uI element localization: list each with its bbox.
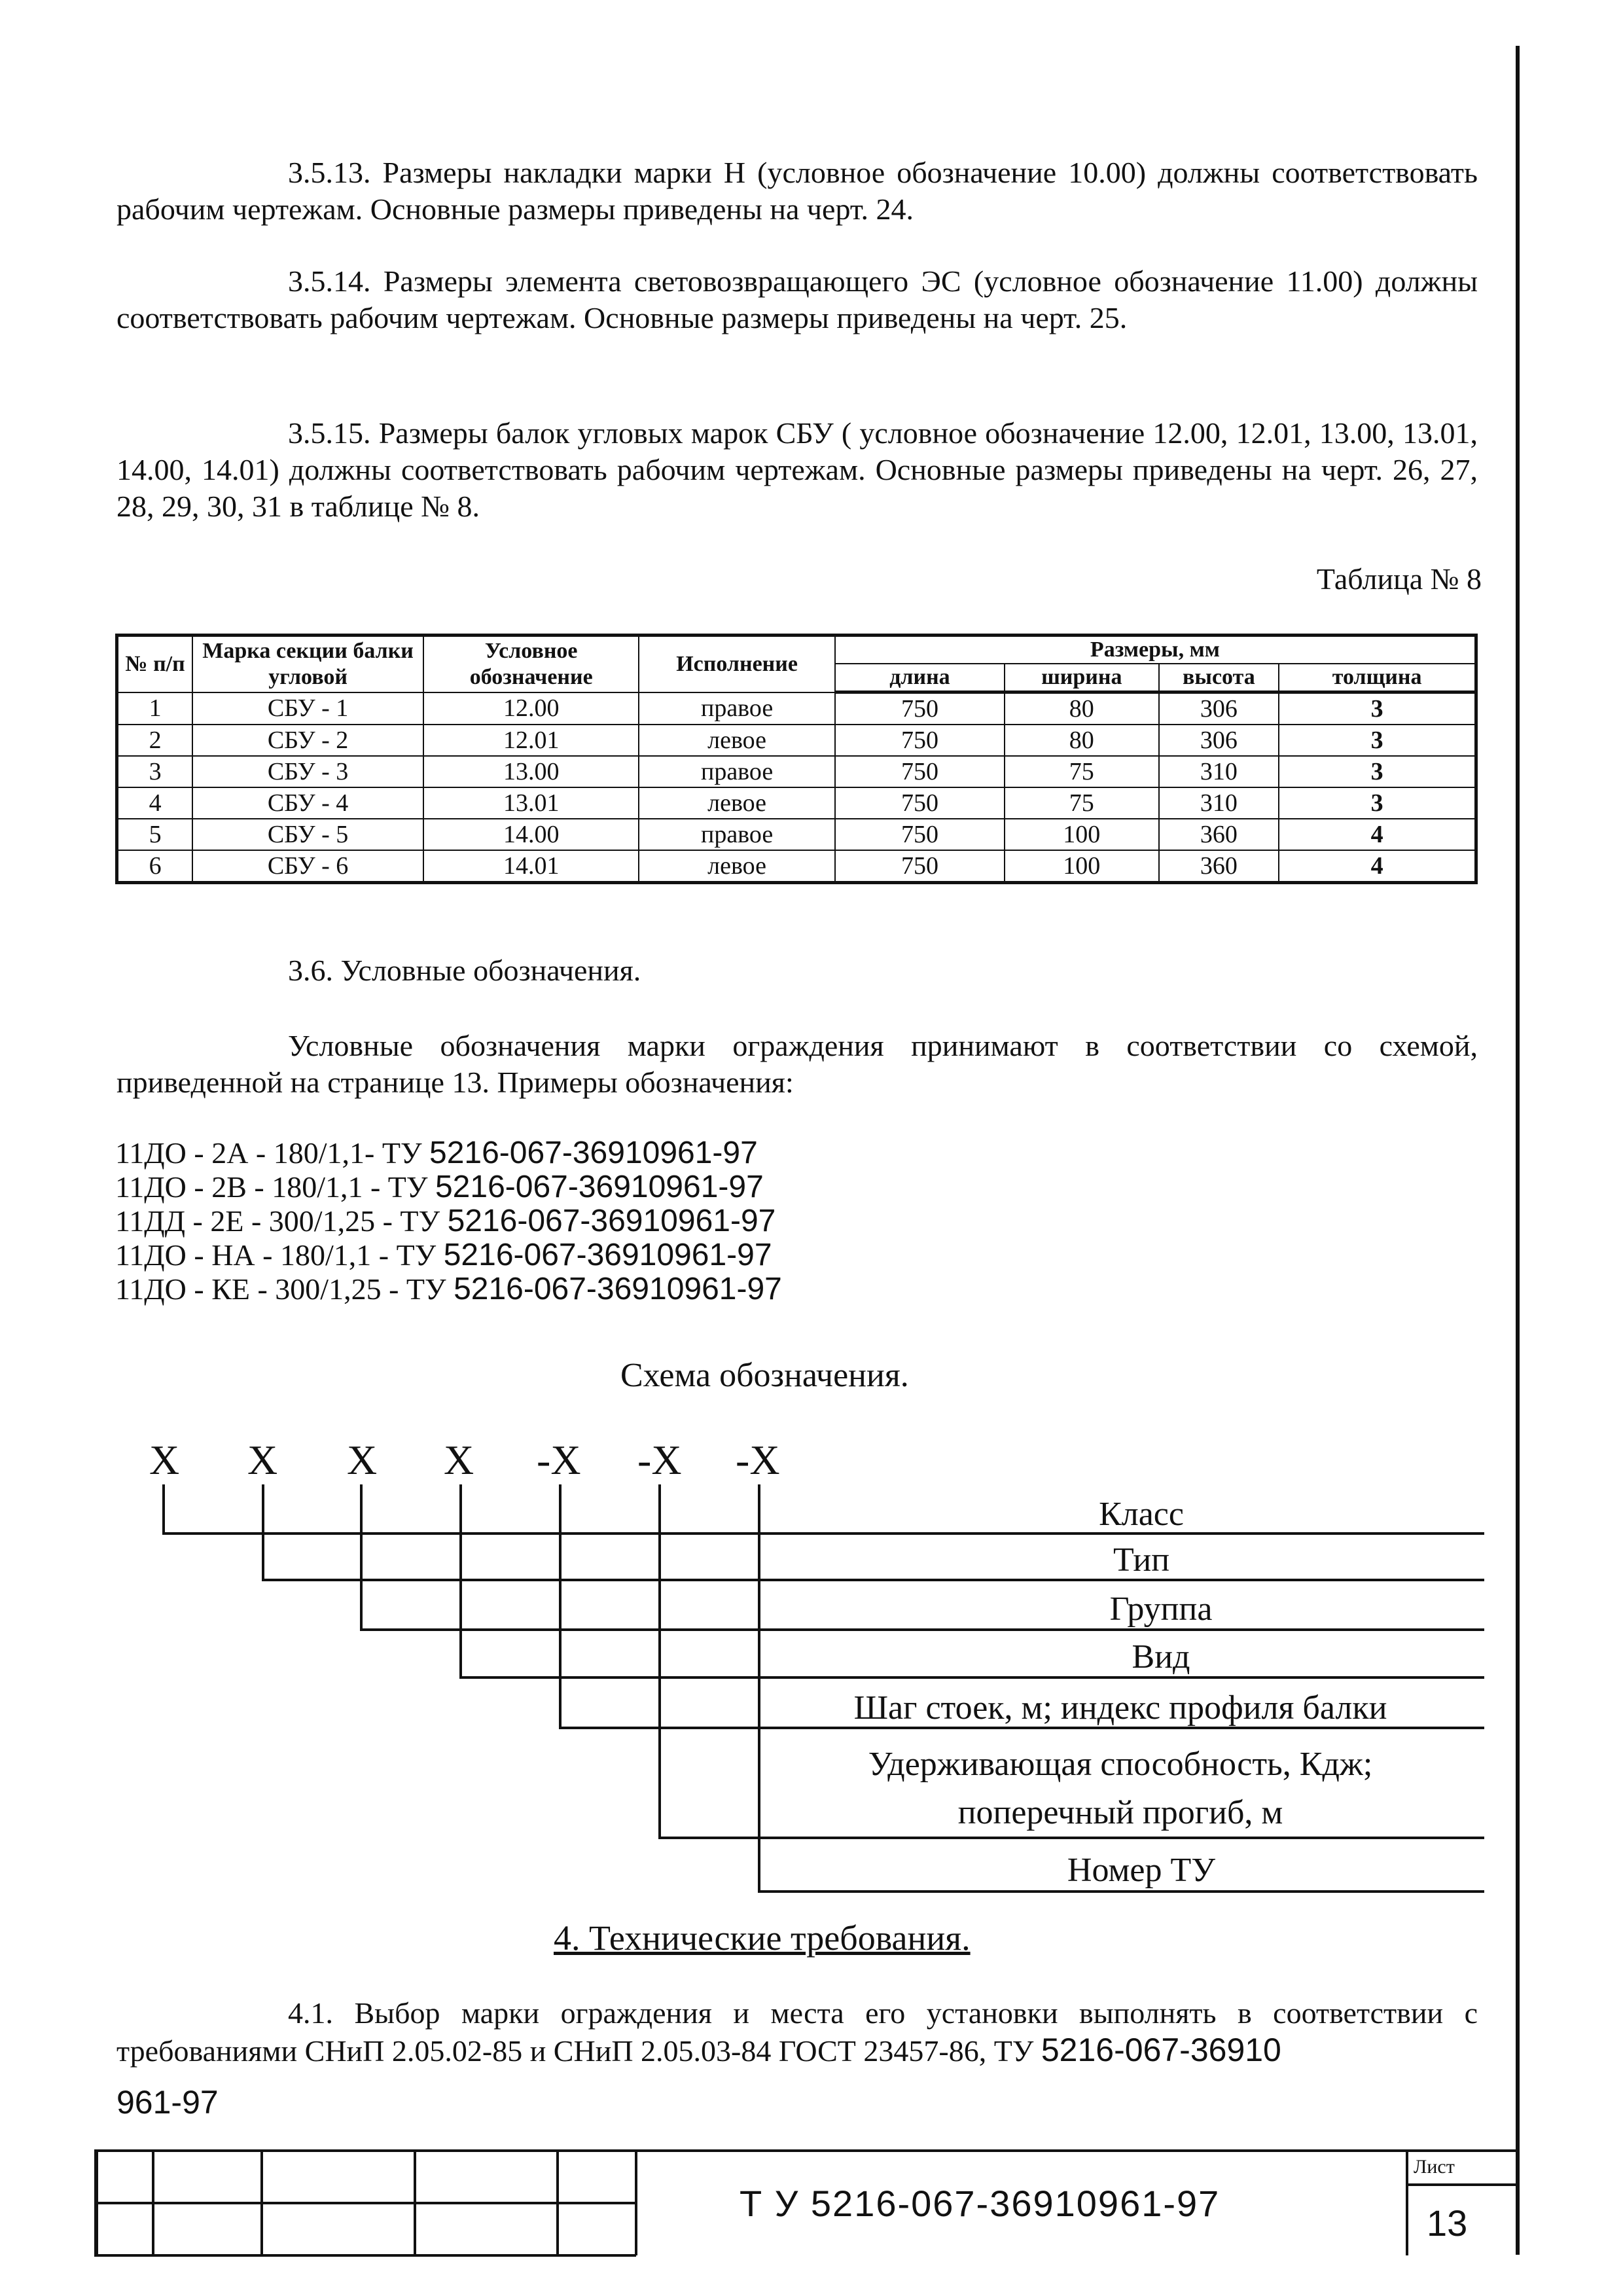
table-cell-l: 750	[835, 850, 1005, 883]
table-cell-code: 14.01	[423, 850, 639, 883]
table-cell-ver: правое	[639, 756, 834, 787]
table-cell-t: 4	[1279, 850, 1476, 883]
table-cell-n: 6	[117, 850, 193, 883]
table-cell-mark: СБУ - 3	[192, 756, 423, 787]
scheme-label-group: Группа	[1109, 1590, 1213, 1628]
scheme-label-tu: Номер ТУ	[1067, 1852, 1216, 1889]
scheme-label-deflection: поперечный прогиб, м	[957, 1794, 1283, 1831]
example-line: 11ДО - КЕ - 300/1,25 - ТУ 5216-067-36910961-97	[115, 1272, 782, 1306]
table-cell-mark: СБУ - 6	[192, 850, 423, 883]
table-cell-h: 360	[1159, 850, 1279, 883]
header-num: № п/п	[117, 636, 193, 692]
table-cell-code: 13.00	[423, 756, 639, 787]
scheme-title: Схема обозначения.	[620, 1357, 909, 1394]
example-line: 11ДО - НА - 180/1,1 - ТУ 5216-067-36910961-97	[115, 1238, 772, 1272]
table-cell-l: 750	[835, 756, 1005, 787]
section-4-1-text: 4.1. Выбор марки ограждения и места его установки выполнять в соответствии с требованиями СНиП 2.05.02-85 и СНиП 2.05.03-84 ГОСТ 23457-86, ТУ 5216-067-36910	[116, 1996, 1478, 2068]
example-line: 11ДО - 2В - 180/1,1 - ТУ 5216-067-36910961-97	[115, 1170, 764, 1204]
table-cell-h: 360	[1159, 819, 1279, 850]
table-cell-h: 310	[1159, 756, 1279, 787]
paragraph-text: Условные обозначения марки ограждения принимают в соответствии со схемой, приведенной на странице 13. Примеры обозначения:	[116, 1029, 1478, 1099]
table-cell-w: 80	[1005, 725, 1158, 756]
table-cell-n: 5	[117, 819, 193, 850]
paragraph-text: 3.5.13. Размеры накладки марки Н (условное обозначение 10.00) должны соответствовать рабочим чертежам. Основные размеры приведены на черт. 24.	[116, 156, 1478, 226]
table-cell-w: 80	[1005, 692, 1158, 725]
header-length: длина	[835, 664, 1005, 692]
example-line: 11ДД - 2Е - 300/1,25 - ТУ 5216-067-36910961-97	[115, 1204, 776, 1238]
header-sizes: Размеры, мм	[835, 636, 1476, 664]
table-cell-code: 14.00	[423, 819, 639, 850]
table-cell-code: 12.01	[423, 725, 639, 756]
table-cell-n: 4	[117, 787, 193, 819]
table-cell-mark: СБУ - 5	[192, 819, 423, 850]
header-mark: Марка секции балки угловой	[192, 636, 423, 692]
paragraph-text: 3.5.14. Размеры элемента световозвращающего ЭС (условное обозначение 11.00) должны соответствовать рабочим чертежам. Основные размеры приведены на черт. 25.	[116, 264, 1478, 334]
header-code: Условное обозначение	[423, 636, 639, 692]
scheme-label-capacity: Удерживающая способность, Кдж;	[868, 1746, 1373, 1783]
scheme-line-group	[361, 1484, 1484, 1630]
table-cell-n: 1	[117, 692, 193, 725]
table-cell-n: 3	[117, 756, 193, 787]
table-cell-l: 750	[835, 787, 1005, 819]
table-cell-ver: правое	[639, 692, 834, 725]
header-width: ширина	[1005, 664, 1158, 692]
scheme-label-type: Тип	[1113, 1541, 1170, 1579]
scheme-symbol: X	[347, 1437, 378, 1483]
table-cell-code: 12.00	[423, 692, 639, 725]
scheme-symbol: -X	[537, 1437, 581, 1483]
scheme-symbol: -X	[736, 1437, 780, 1483]
scheme-label-kind: Вид	[1132, 1638, 1190, 1676]
table-cell-w: 75	[1005, 787, 1158, 819]
table-cell-t: 4	[1279, 819, 1476, 850]
table-cell-t: 3	[1279, 725, 1476, 756]
example-line: 11ДО - 2А - 180/1,1- ТУ 5216-067-36910961-97	[115, 1136, 758, 1170]
sheet-label: Лист	[1414, 2156, 1455, 2178]
table-caption: Таблица № 8	[1316, 562, 1482, 596]
table-cell-l: 750	[835, 819, 1005, 850]
table-cell-mark: СБУ - 2	[192, 725, 423, 756]
document-code: Т У 5216-067-36910961-97	[740, 2183, 1221, 2224]
table-cell-code: 13.01	[423, 787, 639, 819]
table-cell-w: 75	[1005, 756, 1158, 787]
sheet-number: 13	[1427, 2202, 1468, 2244]
table-cell-h: 306	[1159, 725, 1279, 756]
table-cell-h: 310	[1159, 787, 1279, 819]
section-4-title: 4. Технические требования.	[554, 1918, 971, 1958]
table-cell-t: 3	[1279, 692, 1476, 725]
table-cell-w: 100	[1005, 819, 1158, 850]
table-cell-w: 100	[1005, 850, 1158, 883]
scheme-symbol: X	[247, 1437, 278, 1483]
table-cell-ver: правое	[639, 819, 834, 850]
header-version: Исполнение	[639, 636, 834, 692]
table-cell-t: 3	[1279, 787, 1476, 819]
table-cell-mark: СБУ - 1	[192, 692, 423, 725]
table-cell-n: 2	[117, 725, 193, 756]
scheme-line-capacity	[660, 1484, 1484, 1838]
scheme-label-step: Шаг стоек, м; индекс профиля балки	[853, 1689, 1387, 1727]
scheme-symbol: X	[444, 1437, 474, 1483]
section-4-1-continuation: 961-97	[116, 2084, 219, 2121]
table-cell-ver: левое	[639, 850, 834, 883]
scheme-symbol: -X	[637, 1437, 682, 1483]
paragraph-text: 3.5.15. Размеры балок угловых марок СБУ ( условное обозначение 12.00, 12.01, 13.00, 13.01, 14.00, 14.01) должны соответствовать рабочим чертежам. Основные размеры приведены на черт. 26, 27, 28, 29, 30, 31 в таблице № 8.	[116, 416, 1478, 523]
header-thickness: толщина	[1279, 664, 1476, 692]
table-cell-h: 306	[1159, 692, 1279, 725]
table-cell-l: 750	[835, 725, 1005, 756]
scheme-label-class: Класс	[1099, 1496, 1184, 1533]
scheme-symbol: X	[149, 1437, 180, 1483]
table-cell-t: 3	[1279, 756, 1476, 787]
table-cell-l: 750	[835, 692, 1005, 725]
table-cell-mark: СБУ - 4	[192, 787, 423, 819]
header-height: высота	[1159, 664, 1279, 692]
table-cell-ver: левое	[639, 725, 834, 756]
table-cell-ver: левое	[639, 787, 834, 819]
section-3-6-title: 3.6. Условные обозначения.	[288, 954, 641, 987]
